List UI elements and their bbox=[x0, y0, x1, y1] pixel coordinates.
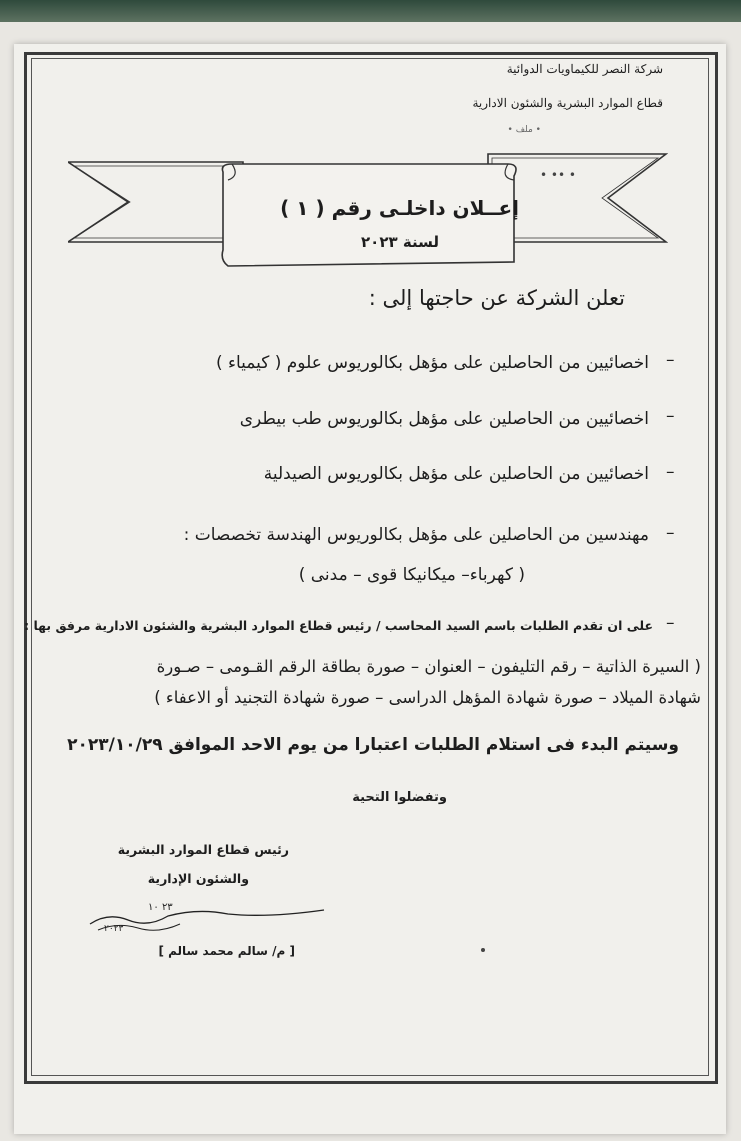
list-dash: – bbox=[666, 523, 675, 543]
engineering-specialties: ( كهرباء– ميكانيكا قوى – مدنى ) bbox=[298, 565, 525, 585]
requirement-veterinary: اخصائيين من الحاصلين على مؤهل بكالوريوس طب بيطرى bbox=[239, 409, 649, 429]
handwritten-note: ٢٣ ١٠ bbox=[148, 902, 173, 913]
sector-name: قطاع الموارد البشرية والشئون الادارية bbox=[472, 96, 663, 110]
intro-text: تعلن الشركة عن حاجتها إلى : bbox=[368, 286, 625, 310]
requirement-chemistry: اخصائيين من الحاصلين على مؤهل بكالوريوس علوم ( كيمياء ) bbox=[215, 353, 649, 373]
handwritten-signature bbox=[88, 898, 328, 942]
announcement-year: لسنة ٢٠٢٣ bbox=[361, 233, 439, 251]
list-dash: – bbox=[666, 406, 675, 426]
photo-top-edge bbox=[0, 0, 741, 22]
list-dash: – bbox=[666, 350, 675, 370]
announcement-title: إعــلان داخلـى رقم ( ١ ) bbox=[280, 196, 519, 220]
decorative-dots: • •• • bbox=[540, 168, 576, 182]
requirement-pharmacy: اخصائيين من الحاصلين على مؤهل بكالوريوس الصيدلية bbox=[263, 464, 649, 484]
handwritten-date: ٢٠٢٣ bbox=[104, 924, 124, 934]
list-dash: – bbox=[666, 613, 675, 633]
ink-speck bbox=[481, 948, 485, 952]
start-date-notice: وسيتم البدء فى استلام الطلبات اعتبارا من يوم الاحد الموافق ٢٠٢٣/١٠/٢٩ bbox=[67, 735, 679, 755]
reference-mark: • ملف • bbox=[507, 125, 541, 135]
required-documents-line-1: ( السيرة الذاتية – رقم التليفون – العنوان – صورة بطاقة الرقم القـومى – صـورة bbox=[156, 657, 701, 676]
list-dash: – bbox=[666, 462, 675, 482]
signer-title-line-2: والشئون الإدارية bbox=[147, 871, 249, 886]
signer-name: [ م/ سالم محمد سالم ] bbox=[158, 944, 295, 958]
required-documents-line-2: شهادة الميلاد – صورة شهادة المؤهل الدراسى – صورة شهادة التجنيد أو الاعفاء ) bbox=[154, 688, 701, 707]
signer-title-line-1: رئيس قطاع الموارد البشرية bbox=[117, 842, 289, 857]
closing-greeting: وتفضلوا التحية bbox=[352, 790, 447, 805]
requirement-engineering: مهندسين من الحاصلين على مؤهل بكالوريوس الهندسة تخصصات : bbox=[183, 525, 649, 545]
application-instructions: على ان تقدم الطلبات باسم السيد المحاسب / رئيس قطاع الموارد البشرية والشئون الادارية مرفق بها : bbox=[24, 618, 653, 633]
company-name: شركة النصر للكيماويات الدوائية bbox=[506, 62, 663, 76]
